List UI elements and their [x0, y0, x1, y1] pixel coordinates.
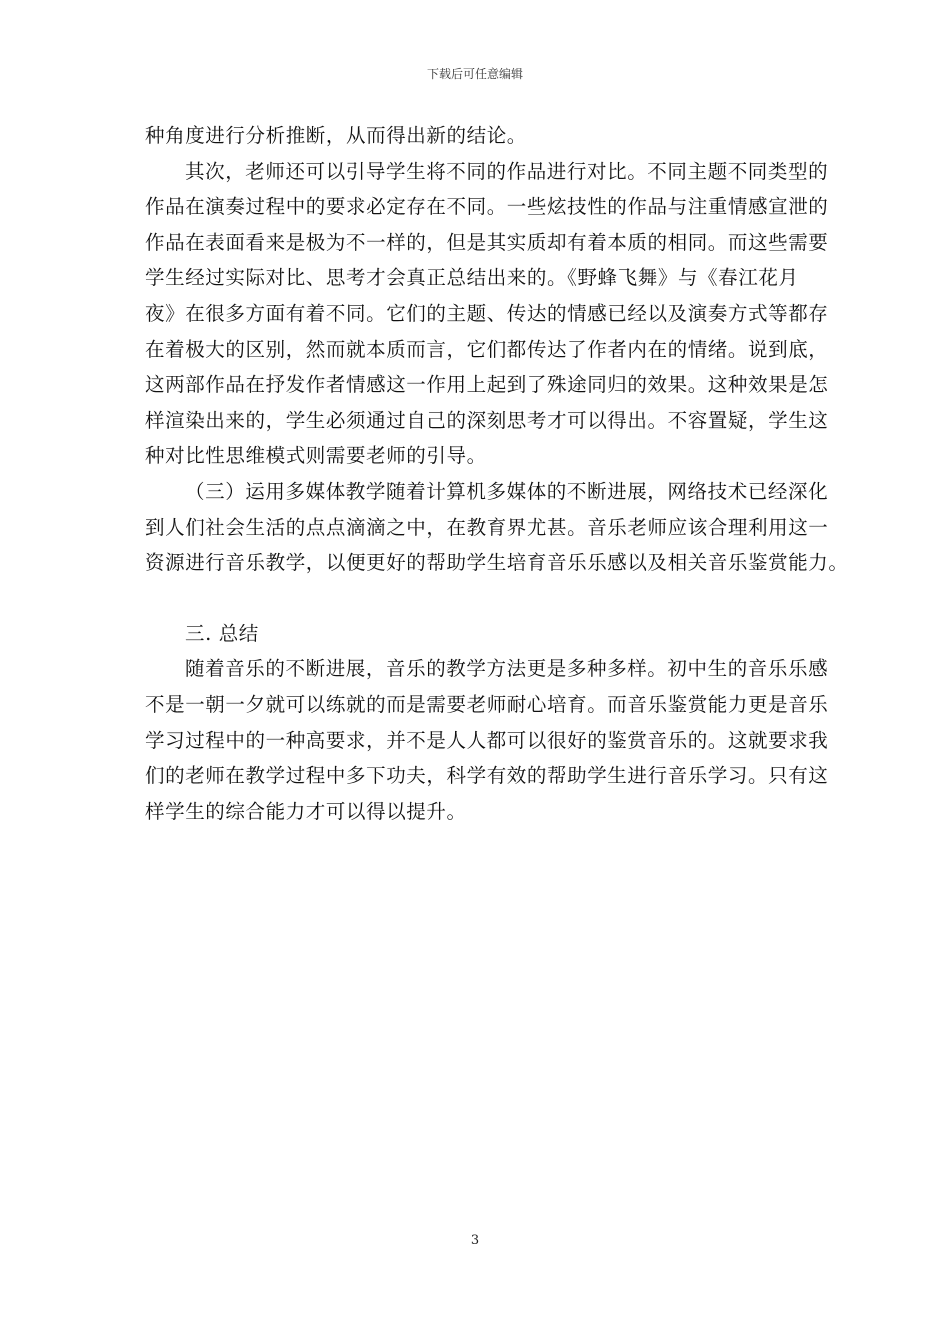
- page-footer: [0, 1233, 950, 1249]
- body-line: 作品在演奏过程中的要求必定存在不同。一些炫技性的作品与注重情感宣泄的: [145, 195, 829, 219]
- body-line: 这两部作品在抒发作者情感这一作用上起到了殊途同归的效果。这种效果是怎: [145, 373, 829, 397]
- section-line: 不是一朝一夕就可以练就的而是需要老师耐心培育。而音乐鉴赏能力更是音乐: [145, 692, 829, 716]
- document-body: [145, 118, 849, 829]
- section-line: 样学生的综合能力才可以得以提升。: [145, 799, 467, 823]
- body-line: 种对比性思维模式则需要老师的引导。: [145, 444, 487, 468]
- body-line: 在着极大的区别，然而就本质而言，它们都传达了作者内在的情绪。说到底，: [145, 337, 829, 361]
- body-line: 学生经过实际对比、思考才会真正总结出来的。《野蜂飞舞》与《春江花月: [145, 266, 799, 290]
- body-line: 到人们社会生活的点点滴滴之中，在教育界尤甚。音乐老师应该合理利用这一: [145, 515, 829, 539]
- section-heading: 三. 总结: [185, 621, 259, 645]
- body-line: 作品在表面看来是极为不一样的，但是其实质却有着本质的相同。而这些需要: [145, 230, 829, 254]
- section-line: 们的老师在教学过程中多下功夫，科学有效的帮助学生进行音乐学习。只有这: [145, 764, 829, 788]
- section-line: 随着音乐的不断进展，音乐的教学方法更是多种多样。初中生的音乐乐感: [185, 657, 829, 681]
- header-text: 下载后可任意编辑: [426, 67, 523, 81]
- section-line: 学习过程中的一种高要求，并不是人人都可以很好的鉴赏音乐的。这就要求我: [145, 728, 829, 752]
- body-line: 其次，老师还可以引导学生将不同的作品进行对比。不同主题不同类型的: [185, 159, 829, 183]
- section-spacer: [145, 581, 825, 616]
- body-line: （三）运用多媒体教学随着计算机多媒体的不断进展，网络技术已经深化: [185, 479, 829, 503]
- page-header: [0, 66, 950, 82]
- body-line: 种角度进行分析推断，从而得出新的结论。: [145, 124, 527, 147]
- body-line: 样渲染出来的，学生必须通过自己的深刻思考才可以得出。不容置疑，学生这: [145, 408, 829, 432]
- body-line: 资源进行音乐教学，以便更好的帮助学生培育音乐乐感以及相关音乐鉴赏能力。: [145, 551, 849, 575]
- body-line: 夜》在很多方面有着不同。它们的主题、传达的情感已经以及演奏方式等都存: [145, 301, 829, 325]
- page-number: 3: [470, 1233, 480, 1248]
